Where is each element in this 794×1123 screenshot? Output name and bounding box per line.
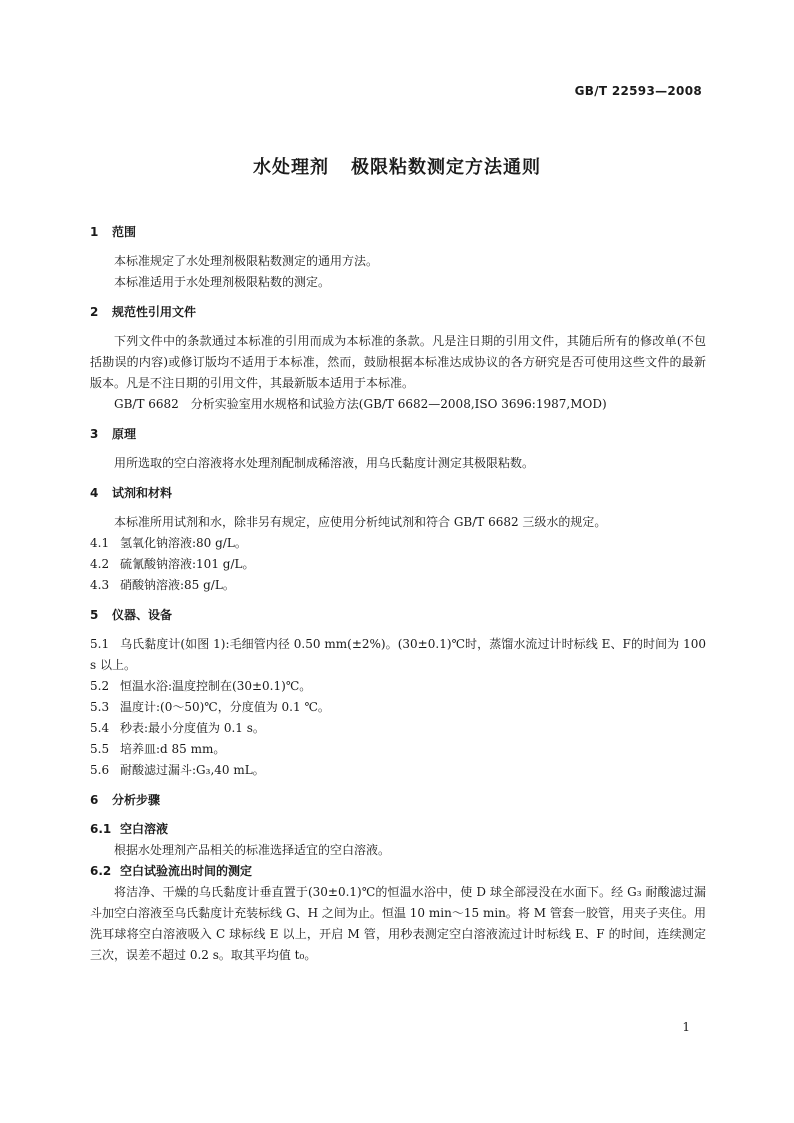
list-item: 5.2 恒温水浴:温度控制在(30±0.1)℃。	[90, 679, 312, 693]
title-part1: 水处理剂	[253, 157, 329, 178]
list-item: 4.1 氢氧化钠溶液:80 g/L。	[90, 536, 247, 550]
paragraph: 将洁净、干燥的乌氏黏度计垂直置于(30±0.1)℃的恒温水浴中，使 D 球全部浸没在水面下。经 G₃ 耐酸滤过漏斗加空白溶液至乌氏黏度计充装标线 G、H 之间为止。恒温 10 min～15 min。将 M 管套一胶管，用夹子夹住。用洗耳球将空白溶液吸入 C 球标线 E 以上，开启 M 管，用秒表测定空白溶液流过计时标线 E、F 的时间，连续测定三次，误差不超过 0.2 s。取其平均值 t₀。	[90, 885, 706, 962]
list-item: 4.2 硫氰酸钠溶液:101 g/L。	[90, 557, 255, 571]
document-title	[0, 153, 794, 179]
list-item: 5.5 培养皿:d 85 mm。	[90, 742, 226, 756]
section-heading-reagents: 4 试剂和材料	[90, 486, 173, 500]
title-part2: 极限粘数测定方法通则	[351, 157, 541, 178]
list-item: 5.3 温度计:(0～50)℃，分度值为 0.1 ℃。	[90, 700, 330, 714]
list-item: 5.1 乌氏黏度计(如图 1):毛细管内径 0.50 mm(±2%)。(30±0.1)℃时，蒸馏水流过计时标线 E、F的时间为 100 s 以上。	[90, 637, 706, 672]
paragraph: 本标准适用于水处理剂极限粘数的测定。	[114, 275, 331, 289]
paragraph: 用所选取的空白溶液将水处理剂配制成稀溶液，用乌氏黏度计测定其极限粘数。	[114, 456, 535, 470]
list-item: 4.3 硝酸钠溶液:85 g/L。	[90, 578, 235, 592]
standard-number: GB/T 22593—2008	[574, 84, 702, 98]
paragraph: 下列文件中的条款通过本标准的引用而成为本标准的条款。凡是注日期的引用文件，其随后所有的修改单(不包括勘误的内容)或修订版均不适用于本标准，然而，鼓励根据本标准达成协议的各方研究是否可使用这些文件的最新版本。凡是不注日期的引用文件，其最新版本适用于本标准。	[90, 334, 706, 390]
section-heading-scope: 1 范围	[90, 225, 137, 239]
paragraph: 根据水处理剂产品相关的标准选择适宜的空白溶液。	[114, 843, 391, 857]
page-number: 1	[682, 1020, 690, 1034]
list-item: 5.4 秒表:最小分度值为 0.1 s。	[90, 721, 265, 735]
reference-entry: GB/T 6682 分析实验室用水规格和试验方法(GB/T 6682—2008,ISO 3696:1987,MOD)	[114, 397, 607, 411]
document-body	[90, 222, 706, 966]
paragraph: 本标准所用试剂和水，除非另有规定，应使用分析纯试剂和符合 GB/T 6682 三级水的规定。	[114, 515, 607, 529]
paragraph: 本标准规定了水处理剂极限粘数测定的通用方法。	[114, 254, 379, 268]
list-item: 5.6 耐酸滤过漏斗:G₃,40 mL。	[90, 763, 265, 777]
section-heading-principle: 3 原理	[90, 427, 137, 441]
subsection-heading-blank-flow-time: 6.2 空白试验流出时间的测定	[90, 864, 253, 878]
section-heading-procedure: 6 分析步骤	[90, 793, 161, 807]
section-heading-apparatus: 5 仪器、设备	[90, 608, 173, 622]
subsection-heading-blank-solution: 6.1 空白溶液	[90, 822, 169, 836]
section-heading-references: 2 规范性引用文件	[90, 305, 197, 319]
